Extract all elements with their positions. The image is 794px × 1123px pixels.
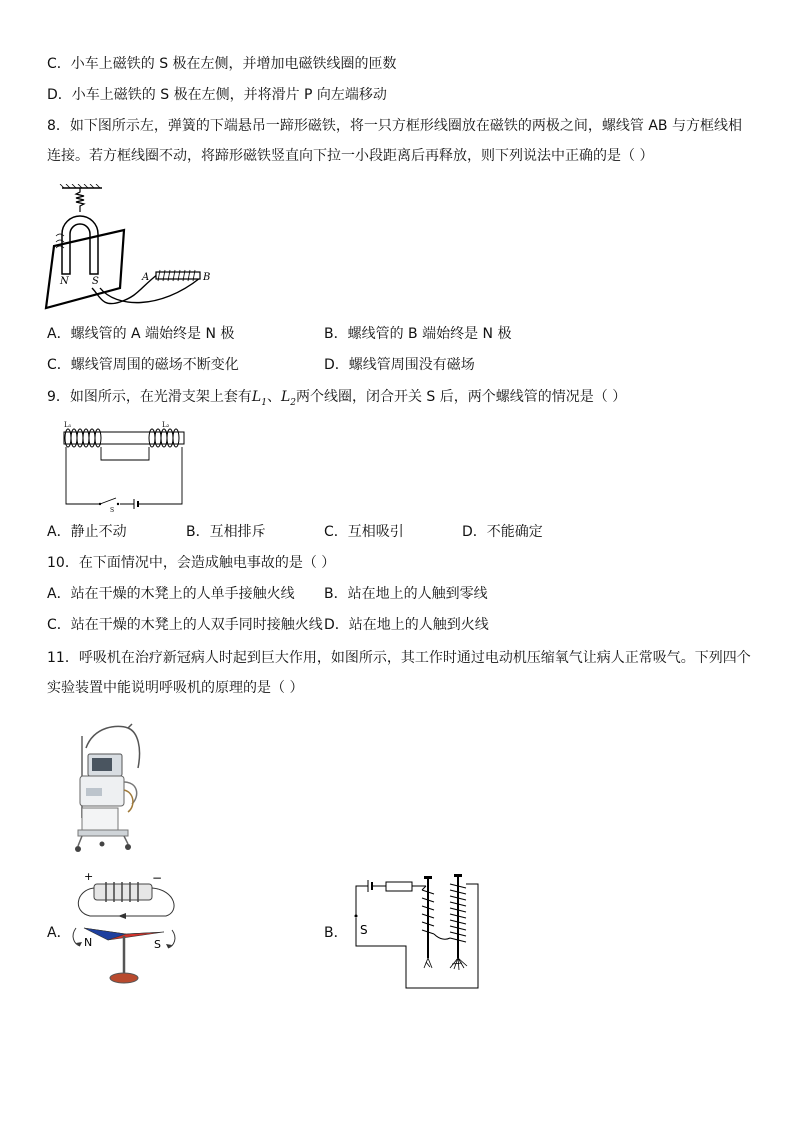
q11-figure-b — [346, 870, 486, 992]
q7-option-d: D．小车上磁铁的 S 极在左侧，并将滑片 P 向左端移动 — [47, 87, 387, 103]
q9-l2 — [280, 389, 296, 408]
q10-option-d: D．站在地上的人触到火线 — [324, 617, 489, 633]
q9-l1 — [251, 389, 267, 408]
q9-label-l1: L₁ — [64, 421, 72, 429]
q8-option-b: B．螺线管的 B 端始终是 N 极 — [324, 326, 512, 342]
q11-option-b-label: B． — [324, 925, 348, 941]
q9-stem-pre: 9．如图所示，在光滑支架上套有 — [47, 389, 252, 405]
q11-stem-line1: 11．呼吸机在治疗新冠病人时起到巨大作用，如图所示，其工作时通过电动机压缩氧气让病人正常吸气。下列四个 — [47, 650, 751, 666]
q11-figure-a — [66, 872, 186, 988]
q11-ventilator-image — [68, 718, 162, 858]
q8-label-b: B — [203, 272, 211, 283]
q9-l1-sub: 1 — [261, 397, 267, 408]
q8-option-c: C．螺线管周围的磁场不断变化 — [47, 357, 239, 373]
q10-stem: 10．在下面情况中，会造成触电事故的是（ ） — [47, 555, 336, 571]
q9-label-l2: L₂ — [162, 421, 170, 429]
q11-figb-s: S — [360, 923, 368, 937]
q8-label-n: N — [60, 276, 69, 287]
q8-option-a: A．螺线管的 A 端始终是 N 极 — [47, 326, 235, 342]
q9-solenoid-figure — [58, 418, 188, 512]
q11-figa-s: S — [154, 938, 161, 951]
q8-stem-line2: 连接。若方框线圈不动，将蹄形磁铁竖直向下拉一小段距离后再释放，则下列说法中正确的是（ ） — [47, 148, 654, 164]
q8-stem-line1: 8．如下图所示左，弹簧的下端悬吊一蹄形磁铁，将一只方框形线圈放在磁铁的两极之间，螺线管 AB 与方框线相 — [47, 118, 742, 134]
q9-l2-sub: 2 — [290, 397, 296, 408]
q9-label-s: S — [110, 507, 115, 512]
q11-figa-minus: − — [152, 872, 163, 885]
q8-option-d: D．螺线管周围没有磁场 — [324, 357, 475, 373]
q9-sep: 、 — [266, 389, 281, 405]
q9-option-a: A．静止不动 — [47, 524, 127, 540]
q9-option-c: C．互相吸引 — [324, 524, 404, 540]
q9-l1-letter: L — [251, 389, 262, 405]
q11-stem-line2: 实验装置中能说明呼吸机的原理的是（ ） — [47, 680, 304, 696]
q8-label-s: S — [92, 276, 99, 287]
q9-option-d: D．不能确定 — [462, 524, 543, 540]
q9-option-b: B．互相排斥 — [186, 524, 266, 540]
q8-horseshoe-magnet-figure — [40, 184, 230, 314]
q10-option-c: C．站在干燥的木凳上的人双手同时接触火线 — [47, 617, 323, 633]
q9-stem — [47, 387, 626, 413]
q11-option-a-label: A． — [47, 925, 71, 941]
q9-l2-letter: L — [280, 389, 291, 405]
q10-option-b: B．站在地上的人触到零线 — [324, 586, 488, 602]
q11-figa-n: N — [84, 936, 93, 949]
q8-label-a: A — [142, 272, 150, 283]
q7-option-c: C．小车上磁铁的 S 极在左侧，并增加电磁铁线圈的匝数 — [47, 56, 397, 72]
q10-option-a: A．站在干燥的木凳上的人单手接触火线 — [47, 586, 295, 602]
q9-stem-post: 两个线圈，闭合开关 S 后，两个螺线管的情况是（ ） — [295, 389, 627, 405]
q11-figa-plus: + — [84, 872, 94, 883]
